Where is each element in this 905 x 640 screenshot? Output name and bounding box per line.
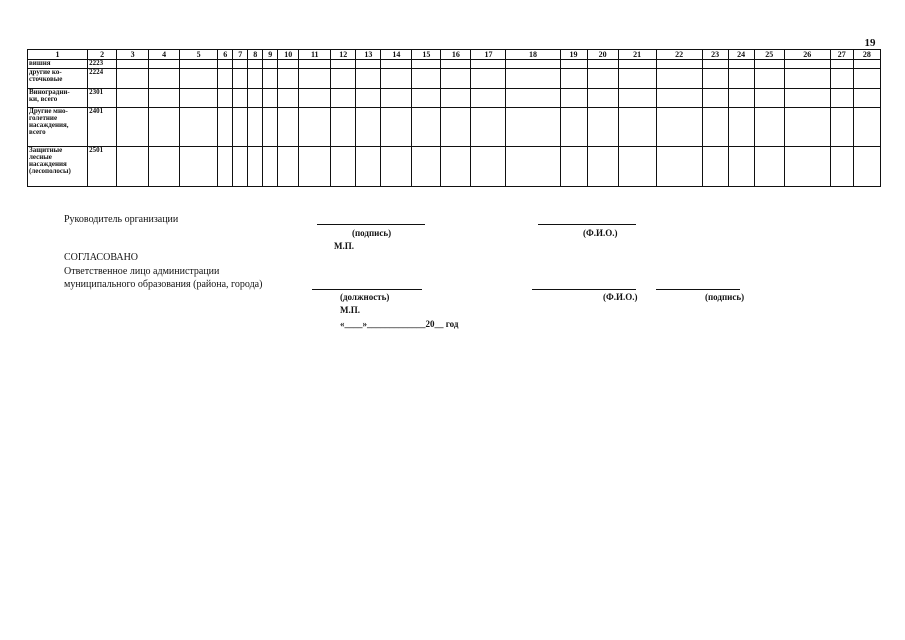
column-header: 26 — [784, 50, 830, 60]
empty-cell — [356, 108, 381, 147]
empty-cell — [656, 89, 702, 108]
seal-mark-2: М.П. — [340, 305, 360, 315]
column-header: 24 — [728, 50, 754, 60]
table-header-row — [28, 50, 881, 60]
empty-cell — [381, 108, 412, 147]
empty-cell — [299, 89, 331, 108]
empty-cell — [506, 108, 560, 147]
empty-cell — [702, 89, 728, 108]
column-header: 3 — [117, 50, 149, 60]
empty-cell — [784, 60, 830, 69]
row-label: другие ко- сточковые — [28, 69, 88, 89]
data-table — [27, 49, 881, 187]
head-of-organization-label: Руководитель организации — [64, 214, 179, 225]
empty-cell — [471, 89, 506, 108]
column-header: 7 — [233, 50, 248, 60]
empty-cell — [471, 69, 506, 89]
empty-cell — [248, 60, 263, 69]
column-header: 19 — [560, 50, 587, 60]
empty-cell — [331, 147, 356, 187]
empty-cell — [728, 108, 754, 147]
empty-cell — [754, 108, 784, 147]
empty-cell — [381, 69, 412, 89]
empty-cell — [853, 108, 880, 147]
row-code: 2224 — [88, 69, 117, 89]
row-code: 2401 — [88, 108, 117, 147]
empty-cell — [656, 147, 702, 187]
empty-cell — [784, 147, 830, 187]
empty-cell — [218, 108, 233, 147]
empty-cell — [702, 108, 728, 147]
empty-cell — [149, 89, 180, 108]
empty-cell — [299, 60, 331, 69]
row-code: 2223 — [88, 60, 117, 69]
empty-cell — [233, 147, 248, 187]
empty-cell — [506, 60, 560, 69]
fio-caption-2: (Ф.И.О.) — [603, 292, 638, 302]
empty-cell — [278, 89, 299, 108]
empty-cell — [233, 108, 248, 147]
column-header: 5 — [180, 50, 218, 60]
empty-cell — [754, 147, 784, 187]
empty-cell — [331, 89, 356, 108]
empty-cell — [830, 108, 853, 147]
empty-cell — [784, 69, 830, 89]
column-header: 14 — [381, 50, 412, 60]
empty-cell — [218, 69, 233, 89]
empty-cell — [728, 60, 754, 69]
column-header: 20 — [587, 50, 618, 60]
empty-cell — [441, 60, 471, 69]
empty-cell — [728, 89, 754, 108]
empty-cell — [233, 69, 248, 89]
empty-cell — [618, 147, 656, 187]
empty-cell — [560, 69, 587, 89]
empty-cell — [381, 60, 412, 69]
empty-cell — [331, 69, 356, 89]
column-header: 4 — [149, 50, 180, 60]
row-label: Виноградни- ки, всего — [28, 89, 88, 108]
empty-cell — [830, 89, 853, 108]
empty-cell — [233, 60, 248, 69]
empty-cell — [149, 108, 180, 147]
column-header: 10 — [278, 50, 299, 60]
empty-cell — [278, 69, 299, 89]
empty-cell — [441, 108, 471, 147]
table-row — [28, 108, 881, 147]
column-header: 25 — [754, 50, 784, 60]
empty-cell — [830, 60, 853, 69]
column-header: 22 — [656, 50, 702, 60]
empty-cell — [656, 108, 702, 147]
empty-cell — [412, 147, 441, 187]
empty-cell — [149, 69, 180, 89]
empty-cell — [754, 69, 784, 89]
agreed-heading: СОГЛАСОВАНО — [64, 252, 139, 263]
empty-cell — [356, 147, 381, 187]
empty-cell — [784, 108, 830, 147]
empty-cell — [117, 89, 149, 108]
position-caption: (должность) — [340, 292, 390, 302]
empty-cell — [299, 147, 331, 187]
empty-cell — [263, 108, 278, 147]
column-header: 16 — [441, 50, 471, 60]
empty-cell — [587, 147, 618, 187]
empty-cell — [412, 69, 441, 89]
empty-cell — [702, 147, 728, 187]
signature-caption: (подпись) — [352, 228, 392, 238]
empty-cell — [412, 60, 441, 69]
empty-cell — [618, 69, 656, 89]
empty-cell — [471, 60, 506, 69]
row-label: Другие мно- голетние насаждения, всего — [28, 108, 88, 147]
empty-cell — [263, 60, 278, 69]
empty-cell — [656, 60, 702, 69]
empty-cell — [587, 60, 618, 69]
empty-cell — [180, 108, 218, 147]
empty-cell — [381, 147, 412, 187]
empty-cell — [754, 89, 784, 108]
row-label: вишня — [28, 60, 88, 69]
column-header: 21 — [618, 50, 656, 60]
empty-cell — [149, 147, 180, 187]
empty-cell — [263, 69, 278, 89]
table-row — [28, 60, 881, 69]
page-number: 19 — [864, 37, 876, 49]
table-row — [28, 89, 881, 108]
row-label: Защитные лесные насаждения (лесополосы) — [28, 147, 88, 187]
empty-cell — [149, 60, 180, 69]
column-header: 1 — [28, 50, 88, 60]
empty-cell — [506, 89, 560, 108]
empty-cell — [506, 147, 560, 187]
empty-cell — [331, 108, 356, 147]
empty-cell — [587, 89, 618, 108]
table-row — [28, 69, 881, 89]
empty-cell — [218, 147, 233, 187]
empty-cell — [299, 108, 331, 147]
column-header: 9 — [263, 50, 278, 60]
empty-cell — [117, 108, 149, 147]
column-header: 11 — [299, 50, 331, 60]
empty-cell — [471, 147, 506, 187]
empty-cell — [299, 69, 331, 89]
empty-cell — [560, 60, 587, 69]
column-header: 12 — [331, 50, 356, 60]
empty-cell — [853, 60, 880, 69]
column-header: 13 — [356, 50, 381, 60]
empty-cell — [830, 147, 853, 187]
empty-cell — [117, 60, 149, 69]
empty-cell — [702, 69, 728, 89]
column-header: 17 — [471, 50, 506, 60]
empty-cell — [587, 108, 618, 147]
empty-cell — [180, 69, 218, 89]
empty-cell — [331, 60, 356, 69]
empty-cell — [784, 89, 830, 108]
empty-cell — [618, 60, 656, 69]
signature-line-2 — [656, 289, 740, 290]
empty-cell — [233, 89, 248, 108]
empty-cell — [278, 147, 299, 187]
fio-line — [538, 224, 636, 225]
empty-cell — [117, 69, 149, 89]
empty-cell — [263, 147, 278, 187]
empty-cell — [618, 108, 656, 147]
empty-cell — [278, 60, 299, 69]
empty-cell — [441, 69, 471, 89]
empty-cell — [728, 69, 754, 89]
empty-cell — [180, 89, 218, 108]
empty-cell — [356, 89, 381, 108]
empty-cell — [853, 147, 880, 187]
table-row — [28, 147, 881, 187]
position-line — [312, 289, 422, 290]
empty-cell — [412, 89, 441, 108]
empty-cell — [278, 108, 299, 147]
empty-cell — [618, 89, 656, 108]
empty-cell — [218, 89, 233, 108]
empty-cell — [853, 69, 880, 89]
empty-cell — [441, 89, 471, 108]
empty-cell — [218, 60, 233, 69]
column-header: 23 — [702, 50, 728, 60]
column-header: 15 — [412, 50, 441, 60]
empty-cell — [560, 89, 587, 108]
municipality-label: муниципального образования (района, города) — [64, 279, 263, 290]
empty-cell — [560, 147, 587, 187]
column-header: 18 — [506, 50, 560, 60]
empty-cell — [656, 69, 702, 89]
empty-cell — [180, 147, 218, 187]
empty-cell — [728, 147, 754, 187]
empty-cell — [587, 69, 618, 89]
empty-cell — [248, 108, 263, 147]
empty-cell — [853, 89, 880, 108]
empty-cell — [356, 60, 381, 69]
empty-cell — [248, 69, 263, 89]
empty-cell — [560, 108, 587, 147]
column-header: 8 — [248, 50, 263, 60]
row-code: 2301 — [88, 89, 117, 108]
column-header: 28 — [853, 50, 880, 60]
column-header: 2 — [88, 50, 117, 60]
empty-cell — [263, 89, 278, 108]
column-header: 6 — [218, 50, 233, 60]
empty-cell — [702, 60, 728, 69]
empty-cell — [471, 108, 506, 147]
empty-cell — [830, 69, 853, 89]
empty-cell — [356, 69, 381, 89]
empty-cell — [248, 147, 263, 187]
seal-mark: М.П. — [334, 241, 354, 251]
empty-cell — [506, 69, 560, 89]
date-line: «____»_____________20__ год — [340, 319, 459, 329]
empty-cell — [412, 108, 441, 147]
empty-cell — [381, 89, 412, 108]
empty-cell — [248, 89, 263, 108]
empty-cell — [441, 147, 471, 187]
fio-line-2 — [532, 289, 636, 290]
signature-caption-2: (подпись) — [705, 292, 745, 302]
row-code: 2501 — [88, 147, 117, 187]
fio-caption: (Ф.И.О.) — [583, 228, 618, 238]
signature-line — [317, 224, 425, 225]
column-header: 27 — [830, 50, 853, 60]
empty-cell — [754, 60, 784, 69]
responsible-person-label: Ответственное лицо администрации — [64, 266, 220, 277]
empty-cell — [180, 60, 218, 69]
empty-cell — [117, 147, 149, 187]
